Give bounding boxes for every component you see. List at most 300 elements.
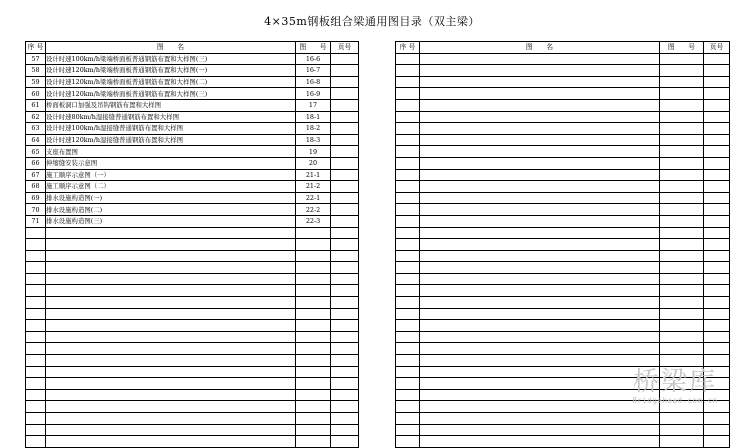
cell-no [26, 308, 46, 320]
cell-name [420, 436, 660, 448]
cell-page [331, 331, 359, 343]
cell-page [704, 65, 730, 77]
cell-page [331, 88, 359, 100]
empty-row [396, 53, 730, 65]
cell-name [420, 146, 660, 158]
cell-page [331, 215, 359, 227]
cell-page [704, 123, 730, 135]
empty-row [396, 204, 730, 216]
header-fig: 图 号 [296, 42, 331, 54]
cell-fig [660, 331, 704, 343]
empty-row [26, 273, 359, 285]
cell-fig [296, 424, 331, 436]
empty-row [26, 366, 359, 378]
cell-no [396, 320, 420, 332]
empty-row [396, 76, 730, 88]
cell-page [704, 53, 730, 65]
cell-page [331, 389, 359, 401]
empty-row [396, 436, 730, 448]
cell-no [26, 378, 46, 390]
cell-no [396, 192, 420, 204]
cell-name [46, 273, 296, 285]
cell-no: 70 [26, 204, 46, 216]
cell-no: 71 [26, 215, 46, 227]
cell-page [331, 227, 359, 239]
cell-name [420, 123, 660, 135]
cell-page [704, 146, 730, 158]
cell-fig [296, 413, 331, 425]
cell-page [331, 157, 359, 169]
cell-page [331, 181, 359, 193]
cell-no [396, 157, 420, 169]
cell-fig [660, 297, 704, 309]
cell-no [26, 331, 46, 343]
cell-no: 69 [26, 192, 46, 204]
cell-fig [296, 320, 331, 332]
cell-page [331, 297, 359, 309]
cell-no [396, 424, 420, 436]
cell-no [396, 331, 420, 343]
cell-page [331, 192, 359, 204]
cell-page [704, 181, 730, 193]
empty-row [26, 424, 359, 436]
cell-name [46, 378, 296, 390]
cell-name [46, 331, 296, 343]
cell-fig [660, 239, 704, 251]
cell-fig: 22-3 [296, 215, 331, 227]
empty-row [26, 436, 359, 448]
cell-fig: 16-8 [296, 76, 331, 88]
cell-name [46, 389, 296, 401]
cell-fig: 19 [296, 146, 331, 158]
cell-name [46, 343, 296, 355]
cell-no [396, 308, 420, 320]
cell-name [420, 134, 660, 146]
cell-page [704, 111, 730, 123]
cell-no [396, 123, 420, 135]
cell-name [420, 76, 660, 88]
cell-fig [660, 262, 704, 274]
cell-no [396, 250, 420, 262]
cell-no [26, 273, 46, 285]
empty-row [396, 227, 730, 239]
cell-page [331, 366, 359, 378]
cell-fig [660, 424, 704, 436]
cell-fig [660, 76, 704, 88]
cell-fig [296, 250, 331, 262]
cell-page [704, 227, 730, 239]
cell-fig [660, 134, 704, 146]
cell-fig [660, 88, 704, 100]
cell-no [396, 227, 420, 239]
cell-name: 施工顺序示意图（一） [46, 169, 296, 181]
cell-fig [660, 192, 704, 204]
cell-no [396, 401, 420, 413]
empty-row [26, 227, 359, 239]
cell-no [396, 343, 420, 355]
cell-no: 68 [26, 181, 46, 193]
cell-name [420, 215, 660, 227]
cell-name: 设计时速120km/h梁端桥面板普通钢筋布置和大样图(三) [46, 88, 296, 100]
cell-page [704, 192, 730, 204]
empty-row [396, 88, 730, 100]
cell-page [704, 297, 730, 309]
cell-fig [296, 227, 331, 239]
cell-page [704, 204, 730, 216]
cell-no [396, 389, 420, 401]
cell-fig [660, 99, 704, 111]
cell-no [26, 227, 46, 239]
cell-no [396, 273, 420, 285]
empty-row [26, 320, 359, 332]
cell-page [331, 169, 359, 181]
empty-row [396, 134, 730, 146]
cell-page [704, 308, 730, 320]
cell-page [704, 169, 730, 181]
cell-name [420, 331, 660, 343]
cell-name [420, 157, 660, 169]
cell-name [46, 366, 296, 378]
cell-page [331, 413, 359, 425]
cell-fig [660, 65, 704, 77]
empty-row [396, 355, 730, 367]
cell-no [396, 215, 420, 227]
cell-page [704, 343, 730, 355]
page-title: 4×35m钢板组合梁通用图目录（双主梁） [264, 15, 480, 28]
cell-no [396, 169, 420, 181]
cell-name: 排水设施构造图(一) [46, 192, 296, 204]
header-page: 页号 [331, 42, 359, 54]
cell-page [331, 262, 359, 274]
cell-name: 伸缩缝安装示意图 [46, 157, 296, 169]
cell-name [420, 262, 660, 274]
header-name: 图 名 [420, 42, 660, 54]
table-row [26, 99, 359, 111]
cell-fig [296, 389, 331, 401]
empty-row [396, 65, 730, 77]
cell-no [26, 285, 46, 297]
cell-fig [296, 401, 331, 413]
cell-fig: 21-1 [296, 169, 331, 181]
cell-name [420, 297, 660, 309]
cell-page [704, 215, 730, 227]
cell-name: 设计时速80km/h湿接缝普通钢筋布置和大样图 [46, 111, 296, 123]
cell-fig [660, 204, 704, 216]
header-page: 页号 [704, 42, 730, 54]
header-no: 序 号 [26, 42, 46, 54]
cell-fig [660, 250, 704, 262]
empty-row [26, 331, 359, 343]
cell-fig: 16-9 [296, 88, 331, 100]
cell-page [331, 378, 359, 390]
cell-fig [296, 308, 331, 320]
cell-name: 设计时速120km/h梁端桥面板普通钢筋布置和大样图(一) [46, 65, 296, 77]
cell-no [396, 111, 420, 123]
cell-name [420, 239, 660, 251]
cell-page [331, 76, 359, 88]
table-row [26, 65, 359, 77]
cell-fig [296, 366, 331, 378]
table-row [26, 134, 359, 146]
cell-no: 60 [26, 88, 46, 100]
empty-row [26, 239, 359, 251]
cell-page [331, 401, 359, 413]
cell-name [46, 285, 296, 297]
cell-page [331, 308, 359, 320]
cell-page [704, 88, 730, 100]
cell-name [46, 262, 296, 274]
cell-fig: 22-1 [296, 192, 331, 204]
cell-page [704, 436, 730, 448]
cell-page [331, 146, 359, 158]
cell-fig: 17 [296, 99, 331, 111]
empty-row [26, 297, 359, 309]
cell-fig [296, 331, 331, 343]
cell-fig [660, 123, 704, 135]
cell-name [420, 273, 660, 285]
empty-row [26, 401, 359, 413]
cell-name [420, 285, 660, 297]
cell-fig: 18-1 [296, 111, 331, 123]
empty-row [26, 389, 359, 401]
cell-name [420, 250, 660, 262]
cell-page [704, 134, 730, 146]
cell-no [396, 378, 420, 390]
cell-name [420, 413, 660, 425]
cell-fig: 18-3 [296, 134, 331, 146]
cell-no: 57 [26, 53, 46, 65]
cell-name: 施工顺序示意图（二） [46, 181, 296, 193]
cell-no [396, 436, 420, 448]
cell-no: 61 [26, 99, 46, 111]
empty-row [396, 181, 730, 193]
cell-name: 桥面板洞口加强及吊钩钢筋布置和大样图 [46, 99, 296, 111]
watermark-logo: 桥梁库 [632, 367, 717, 397]
cell-fig [660, 169, 704, 181]
cell-no: 62 [26, 111, 46, 123]
empty-row [26, 378, 359, 390]
cell-no: 64 [26, 134, 46, 146]
cell-fig: 18-2 [296, 123, 331, 135]
header-row [396, 42, 730, 54]
cell-fig [296, 297, 331, 309]
cell-no: 58 [26, 65, 46, 77]
empty-row [26, 308, 359, 320]
cell-fig [660, 413, 704, 425]
cell-name [46, 401, 296, 413]
cell-no [26, 250, 46, 262]
cell-no [396, 53, 420, 65]
cell-name [46, 413, 296, 425]
cell-page [331, 204, 359, 216]
cell-no [26, 436, 46, 448]
cell-no [396, 285, 420, 297]
empty-row [26, 413, 359, 425]
cell-page [704, 250, 730, 262]
empty-row [396, 424, 730, 436]
cell-name [420, 169, 660, 181]
cell-name [46, 355, 296, 367]
cell-name: 排水设施构造图(二) [46, 204, 296, 216]
cell-page [331, 123, 359, 135]
cell-fig: 21-2 [296, 181, 331, 193]
cell-fig [296, 262, 331, 274]
cell-no [26, 297, 46, 309]
empty-row [396, 123, 730, 135]
cell-page [704, 99, 730, 111]
empty-row [26, 250, 359, 262]
cell-no [396, 366, 420, 378]
cell-no [26, 389, 46, 401]
cell-fig [660, 273, 704, 285]
cell-no: 63 [26, 123, 46, 135]
cell-no [396, 355, 420, 367]
cell-name [46, 424, 296, 436]
cell-page [704, 355, 730, 367]
cell-no: 67 [26, 169, 46, 181]
cell-page [704, 239, 730, 251]
empty-row [26, 343, 359, 355]
cell-name [420, 111, 660, 123]
cell-name [420, 308, 660, 320]
cell-no [26, 343, 46, 355]
cell-page [331, 53, 359, 65]
cell-name [420, 181, 660, 193]
cell-page [704, 76, 730, 88]
cell-name [46, 227, 296, 239]
cell-page [704, 273, 730, 285]
cell-page [704, 262, 730, 274]
cell-no [396, 134, 420, 146]
cell-no: 59 [26, 76, 46, 88]
empty-row [396, 146, 730, 158]
table-row [26, 53, 359, 65]
cell-no: 65 [26, 146, 46, 158]
cell-no [396, 99, 420, 111]
cell-no [26, 424, 46, 436]
empty-row [396, 262, 730, 274]
header-no: 序 号 [396, 42, 420, 54]
watermark-url: Bridgehead.com.cn [632, 396, 718, 405]
cell-name [46, 239, 296, 251]
cell-no [26, 320, 46, 332]
table-row [26, 157, 359, 169]
cell-fig [660, 157, 704, 169]
empty-row [396, 285, 730, 297]
cell-name [420, 355, 660, 367]
cell-name [420, 192, 660, 204]
cell-page [331, 250, 359, 262]
cell-page [331, 436, 359, 448]
cell-name [46, 250, 296, 262]
cell-fig [296, 285, 331, 297]
cell-name: 设计时速100km/h梁端桥面板普通钢筋布置和大样图(三) [46, 53, 296, 65]
cell-name: 排水设施构造图(三) [46, 215, 296, 227]
cell-no [26, 355, 46, 367]
cell-name [420, 424, 660, 436]
header-name: 图 名 [46, 42, 296, 54]
cell-page [704, 413, 730, 425]
cell-fig [660, 343, 704, 355]
cell-no [26, 262, 46, 274]
cell-name: 设计时速120km/h梁端桥面板普通钢筋布置和大样图(二) [46, 76, 296, 88]
empty-row [26, 285, 359, 297]
cell-no [396, 262, 420, 274]
cell-fig: 16-7 [296, 65, 331, 77]
cell-name: 设计时速120km/h湿接缝普通钢筋布置和大样图 [46, 134, 296, 146]
cell-fig [660, 308, 704, 320]
table-row [26, 192, 359, 204]
cell-name [420, 99, 660, 111]
table-row [26, 169, 359, 181]
cell-page [331, 424, 359, 436]
cell-fig [296, 436, 331, 448]
cell-page [331, 134, 359, 146]
cell-fig [660, 285, 704, 297]
cell-no [396, 181, 420, 193]
cell-no [396, 239, 420, 251]
cell-page [331, 343, 359, 355]
cell-name [420, 343, 660, 355]
empty-row [396, 331, 730, 343]
index-table-left-body [26, 53, 359, 447]
cell-fig [660, 146, 704, 158]
cell-page [704, 331, 730, 343]
cell-name [420, 204, 660, 216]
cell-no: 66 [26, 157, 46, 169]
index-table-left [25, 41, 359, 448]
cell-name [46, 320, 296, 332]
empty-row [396, 99, 730, 111]
cell-fig [296, 239, 331, 251]
empty-row [396, 239, 730, 251]
cell-fig [660, 181, 704, 193]
table-row [26, 123, 359, 135]
cell-name: 支座布置图 [46, 146, 296, 158]
empty-row [396, 169, 730, 181]
cell-fig [660, 320, 704, 332]
cell-page [331, 273, 359, 285]
table-row [26, 111, 359, 123]
empty-row [396, 343, 730, 355]
cell-no [396, 65, 420, 77]
empty-row [26, 355, 359, 367]
cell-name [420, 65, 660, 77]
empty-row [396, 273, 730, 285]
cell-fig: 16-6 [296, 53, 331, 65]
empty-row [396, 250, 730, 262]
header-fig: 图 号 [660, 42, 704, 54]
cell-page [331, 285, 359, 297]
empty-row [396, 320, 730, 332]
cell-fig [660, 436, 704, 448]
cell-page [331, 355, 359, 367]
cell-no [396, 76, 420, 88]
cell-no [396, 88, 420, 100]
cell-no [396, 297, 420, 309]
cell-fig [660, 355, 704, 367]
cell-page [331, 111, 359, 123]
cell-no [396, 146, 420, 158]
empty-row [26, 262, 359, 274]
cell-page [331, 320, 359, 332]
cell-page [704, 285, 730, 297]
cell-fig [660, 53, 704, 65]
table-row [26, 76, 359, 88]
empty-row [396, 111, 730, 123]
cell-fig: 20 [296, 157, 331, 169]
table-row [26, 204, 359, 216]
